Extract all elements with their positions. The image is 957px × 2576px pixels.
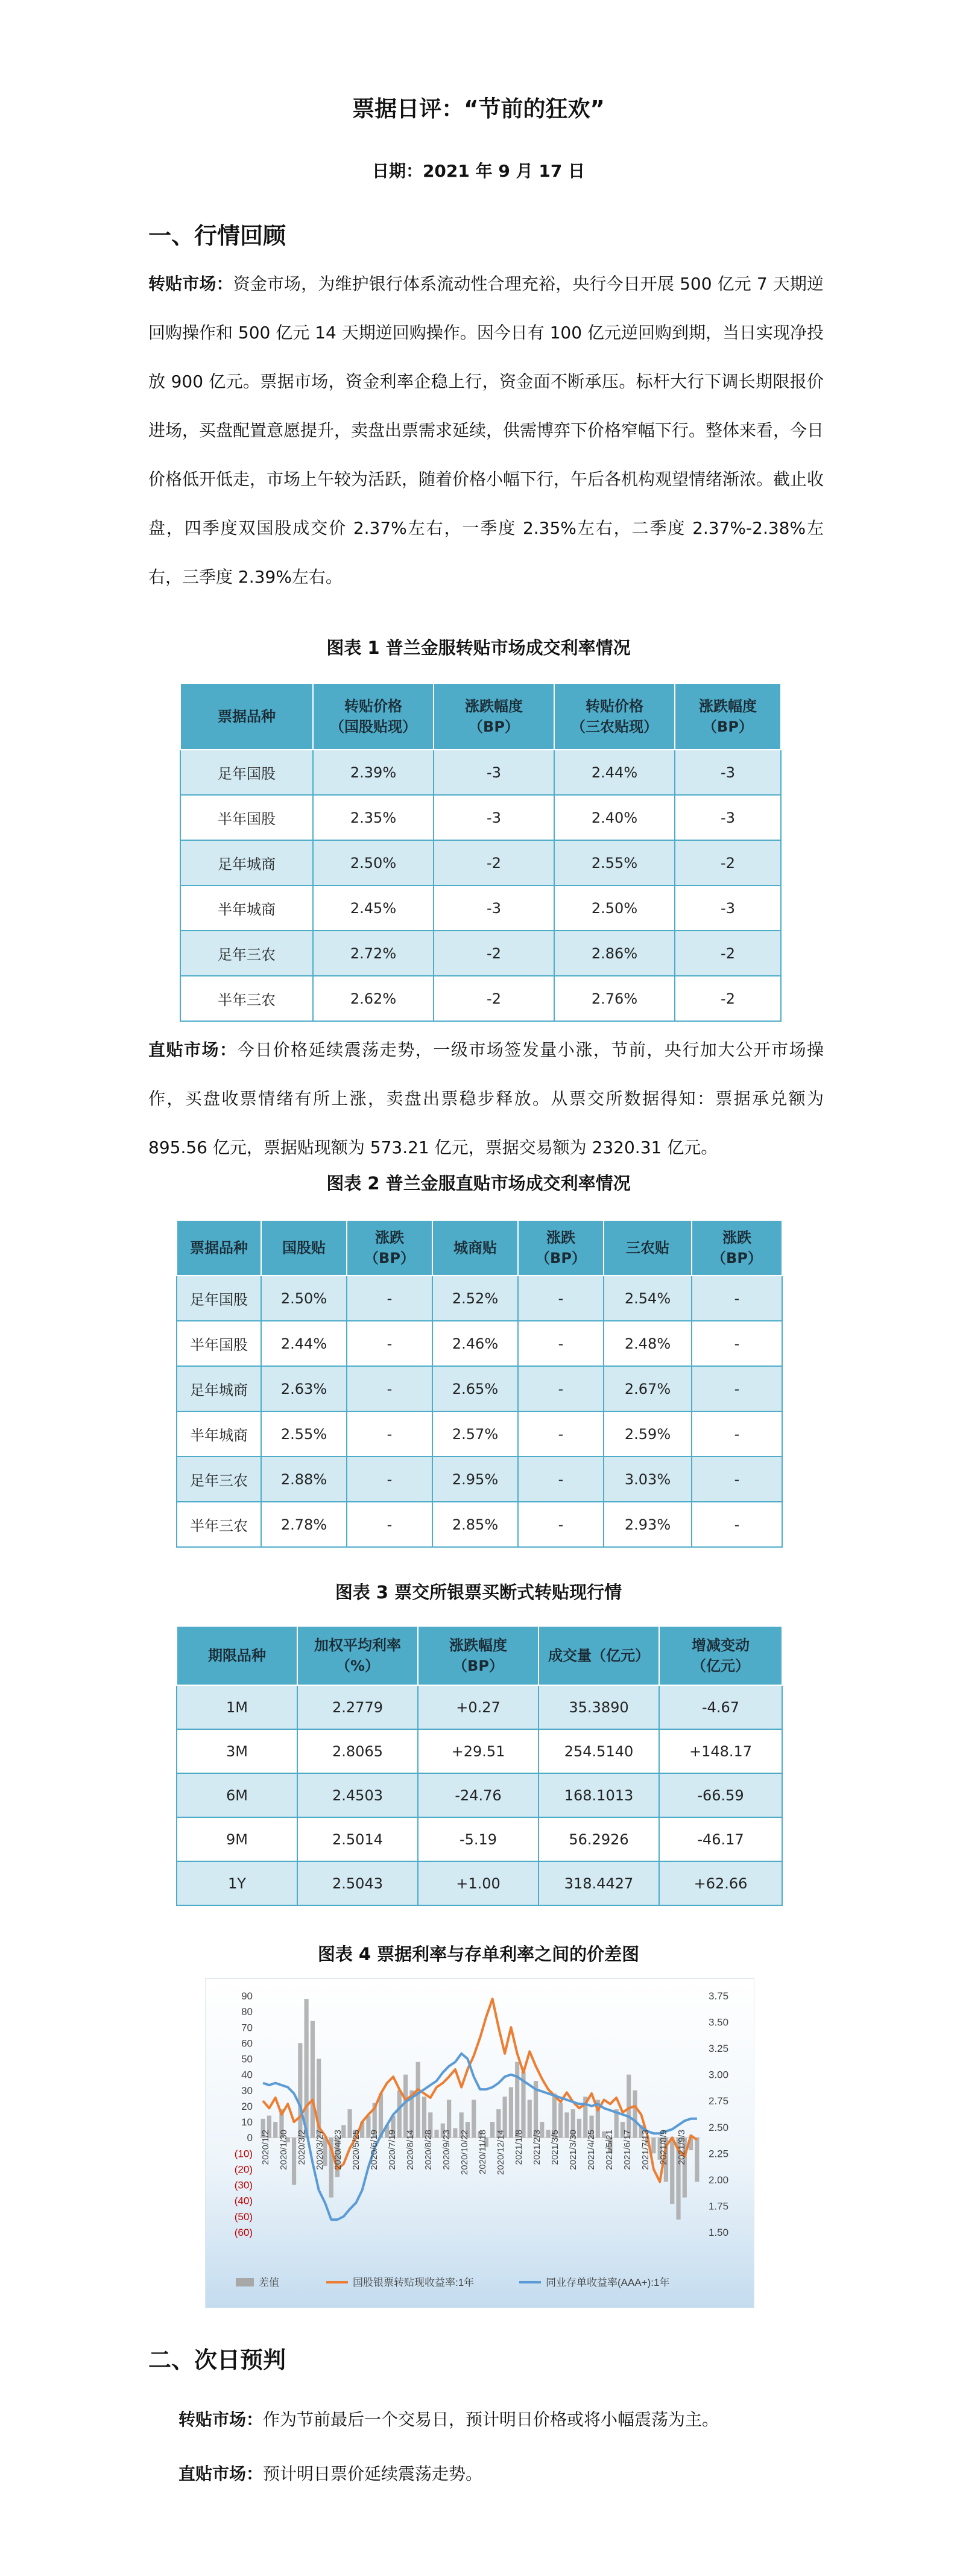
x-axis-tick-label: 2020/6/19 — [369, 2130, 379, 2170]
table1-discount-rates — [180, 683, 782, 1022]
spread-bar — [633, 2090, 637, 2138]
table-cell: 1M — [177, 1685, 297, 1729]
table-row — [177, 1729, 782, 1773]
table3-header-line: （亿元） — [692, 1657, 750, 1674]
spread-bar — [515, 2062, 519, 2138]
table-cell: 318.4427 — [539, 1861, 659, 1905]
x-axis-tick-label: 2020/8/28 — [423, 2130, 434, 2170]
table-row — [180, 795, 781, 840]
spread-bar — [298, 2043, 302, 2138]
table-cell: -3 — [675, 795, 781, 840]
x-axis-tick-label: 2021/8/9 — [659, 2130, 669, 2165]
table-cell: 254.5140 — [539, 1729, 659, 1773]
table-cell: 半年国股 — [180, 795, 313, 840]
legend-label-discount-rate: 国股银票转贴现收益率:1年 — [353, 2277, 475, 2288]
table2-header-2 — [347, 1220, 432, 1276]
table2-header-line: （BP） — [712, 1250, 762, 1267]
next-day-direct-paragraph — [178, 2461, 482, 2485]
table-cell: -46.17 — [659, 1817, 782, 1861]
table-row — [177, 1366, 782, 1411]
table-cell: 2.5043 — [297, 1861, 418, 1905]
table-cell: 2.50% — [554, 885, 675, 931]
table-cell: 2.44% — [554, 750, 675, 795]
table-cell: - — [692, 1502, 782, 1547]
table-cell: 2.48% — [604, 1321, 692, 1366]
left-axis-tick-label: 40 — [241, 2069, 253, 2081]
table-cell: 2.35% — [313, 795, 434, 840]
spread-bar — [453, 2128, 457, 2138]
right-axis-tick-label: 2.75 — [709, 2095, 729, 2107]
table-row — [177, 1773, 782, 1817]
table-cell: -3 — [675, 885, 781, 931]
x-axis-tick-label: 2021/9/3 — [677, 2130, 687, 2165]
document-date: 日期：2021 年 9 月 17 日 — [371, 161, 586, 181]
table-cell: 2.93% — [604, 1502, 692, 1547]
table-row — [177, 1685, 782, 1729]
table3-header-line: 涨跌幅度 — [449, 1637, 507, 1654]
table-cell: 2.62% — [313, 976, 434, 1021]
table-cell: -3 — [434, 795, 554, 840]
section-1-heading: 一、行情回顾 — [148, 223, 286, 249]
discount-market-label: 转贴市场： — [148, 274, 233, 294]
table1-header-1 — [313, 683, 434, 750]
table1-caption: 图表 1 普兰金服转贴市场成交利率情况 — [326, 638, 631, 658]
table-cell: 半年三农 — [177, 1502, 261, 1547]
table2-header-5 — [604, 1220, 692, 1276]
table-cell: 2.39% — [313, 750, 434, 795]
spread-bar — [472, 2100, 476, 2138]
x-axis-tick-label: 2020/12/14 — [496, 2130, 506, 2176]
left-axis-tick-label: (50) — [234, 2210, 253, 2223]
x-axis-tick-label: 2021/3/5 — [550, 2130, 560, 2165]
table2-header-line: 涨跌 — [722, 1229, 751, 1246]
table2-header-line: （BP） — [535, 1250, 586, 1267]
left-axis-tick-label: (10) — [234, 2148, 253, 2160]
table-cell: 2.88% — [261, 1457, 347, 1502]
table2-header-0 — [177, 1220, 261, 1276]
left-axis-tick-label: 30 — [241, 2084, 253, 2097]
table-cell: 半年三农 — [180, 976, 313, 1021]
table2-header-6 — [692, 1220, 782, 1276]
table-cell: -2 — [434, 976, 554, 1021]
table-cell: - — [347, 1366, 432, 1411]
table-row — [177, 1276, 782, 1321]
table-cell: - — [347, 1457, 432, 1502]
table-cell: 2.65% — [432, 1366, 518, 1411]
direct-market-paragraph — [148, 1025, 824, 1172]
table-cell: 2.59% — [604, 1411, 692, 1457]
table-cell: 2.4503 — [297, 1773, 418, 1817]
table1-header-line: （国股贴现） — [330, 718, 417, 735]
x-axis-tick-label: 2020/3/2 — [297, 2130, 307, 2165]
table-cell: 3.03% — [604, 1457, 692, 1502]
x-axis-tick-label: 2020/11/18 — [478, 2130, 488, 2174]
left-axis-tick-label: 60 — [241, 2037, 253, 2049]
table-row — [180, 976, 781, 1021]
left-axis-tick-label: 0 — [247, 2132, 253, 2144]
x-axis-tick-label: 2021/7/13 — [640, 2130, 651, 2170]
table3-header-line: （BP） — [453, 1657, 504, 1674]
table3-header-1 — [297, 1626, 418, 1685]
table-cell: -3 — [434, 885, 554, 931]
spread-bar — [670, 2138, 674, 2204]
table2-header-1 — [261, 1220, 347, 1276]
document-title: 票据日评：“节前的狂欢” — [352, 96, 605, 122]
right-axis-tick-label: 1.50 — [709, 2227, 729, 2238]
right-axis-tick-label: 3.25 — [709, 2043, 729, 2055]
legend-swatch-spread — [236, 2278, 254, 2286]
table-row — [180, 885, 781, 931]
x-axis-tick-label: 2020/3/27 — [315, 2130, 325, 2170]
table-row — [177, 1457, 782, 1502]
table-cell: 9M — [177, 1817, 297, 1861]
table-cell: 35.3890 — [539, 1685, 659, 1729]
table-cell: - — [518, 1411, 604, 1457]
table1-header-2 — [434, 683, 554, 750]
left-axis-tick-label: (40) — [234, 2195, 253, 2207]
table1-header-0 — [180, 683, 313, 750]
table-cell: 2.76% — [554, 976, 675, 1021]
table-cell: -66.59 — [659, 1773, 782, 1817]
next-day-discount-paragraph — [178, 2407, 719, 2431]
x-axis-tick-label: 2021/2/3 — [532, 2130, 542, 2165]
table-cell: - — [692, 1457, 782, 1502]
x-axis-tick-label: 2020/5/25 — [351, 2130, 361, 2170]
left-axis-tick-label: 20 — [241, 2100, 253, 2112]
right-axis-tick-label: 3.75 — [709, 1990, 729, 2002]
table-cell: +62.66 — [659, 1861, 782, 1905]
table-row — [177, 1321, 782, 1366]
table-cell: - — [692, 1366, 782, 1411]
table3-header-0 — [177, 1626, 297, 1685]
left-axis-tick-label: 90 — [241, 1990, 253, 2002]
x-axis-tick-label: 2020/7/19 — [387, 2130, 397, 2170]
spread-bar — [397, 2090, 402, 2138]
next-day-discount-label: 转贴市场： — [178, 2410, 264, 2429]
table3-header-4 — [659, 1626, 782, 1685]
table-cell: 足年三农 — [180, 931, 313, 976]
table-cell: - — [347, 1321, 432, 1366]
discount-market-paragraph — [148, 259, 824, 601]
spread-bar — [273, 2122, 277, 2138]
table-cell: -4.67 — [659, 1685, 782, 1729]
table-cell: 2.5014 — [297, 1817, 418, 1861]
spread-bar — [509, 2087, 513, 2138]
table-row — [180, 931, 781, 976]
spread-bar — [528, 2100, 532, 2138]
left-axis-tick-label: (30) — [234, 2179, 253, 2191]
table2-header-line: 城商贴 — [453, 1239, 497, 1256]
right-axis-tick-label: 1.75 — [709, 2200, 729, 2212]
table-cell: 足年城商 — [180, 840, 313, 885]
table-row — [177, 1817, 782, 1861]
table-cell: 2.8065 — [297, 1729, 418, 1773]
table2-header-4 — [518, 1220, 604, 1276]
table-row — [177, 1861, 782, 1905]
table-cell: 足年国股 — [177, 1276, 261, 1321]
table-cell: 3M — [177, 1729, 297, 1773]
spread-bar — [403, 2075, 408, 2138]
table-cell: - — [347, 1411, 432, 1457]
table-cell: - — [347, 1276, 432, 1321]
table2-header-line: （BP） — [364, 1250, 415, 1267]
table3-header-line: 增减变动 — [692, 1637, 750, 1654]
table-cell: 2.40% — [554, 795, 675, 840]
table2-header-line: 三农贴 — [626, 1239, 669, 1256]
table-cell: 168.1013 — [539, 1773, 659, 1817]
table-cell: 2.67% — [604, 1366, 692, 1411]
x-axis-tick-label: 2020/10/22 — [460, 2130, 470, 2176]
x-axis-tick-label: 2021/6/17 — [622, 2130, 633, 2170]
right-axis-tick-label: 3.50 — [709, 2016, 729, 2028]
table-cell: +148.17 — [659, 1729, 782, 1773]
table-cell: -2 — [434, 840, 554, 885]
table1-header-line: 涨跌幅度 — [699, 698, 757, 715]
right-axis-tick-label: 2.00 — [709, 2174, 729, 2186]
table3-header-3 — [539, 1626, 659, 1685]
table-cell: +0.27 — [418, 1685, 539, 1729]
table2-direct-rates — [176, 1220, 783, 1548]
left-axis-tick-label: (60) — [234, 2227, 253, 2238]
x-axis-tick-label: 2020/4/23 — [333, 2130, 343, 2170]
table-cell: 2.2779 — [297, 1685, 418, 1729]
table2-caption: 图表 2 普兰金服直贴市场成交利率情况 — [326, 1173, 631, 1194]
table-cell: 56.2926 — [539, 1817, 659, 1861]
table-cell: 2.45% — [313, 885, 434, 931]
spread-bar — [695, 2138, 699, 2182]
table-cell: - — [692, 1321, 782, 1366]
table-cell: 半年城商 — [180, 885, 313, 931]
right-axis-tick-label: 2.50 — [709, 2121, 729, 2133]
x-axis-tick-label: 2021/1/8 — [514, 2130, 524, 2165]
table-cell: 足年三农 — [177, 1457, 261, 1502]
table-cell: 2.54% — [604, 1276, 692, 1321]
left-axis-tick-label: 80 — [241, 2006, 253, 2018]
table-cell: -24.76 — [418, 1773, 539, 1817]
x-axis-tick-label: 2021/4/25 — [586, 2130, 596, 2170]
spread-chart — [205, 1978, 754, 2308]
table-row — [180, 750, 781, 795]
table-cell: +29.51 — [418, 1729, 539, 1773]
spread-bar — [490, 2122, 494, 2138]
right-axis-tick-label: 3.00 — [709, 2069, 729, 2081]
table-cell: 2.52% — [432, 1276, 518, 1321]
table2-header-line: 票据品种 — [190, 1239, 248, 1256]
table2-header-line: 涨跌 — [375, 1229, 404, 1246]
section-2-heading: 二、次日预判 — [148, 2347, 286, 2373]
next-day-direct-label: 直贴市场： — [178, 2464, 264, 2484]
table1-header-line: 转贴价格 — [586, 698, 643, 715]
table-cell: 足年国股 — [180, 750, 313, 795]
table-cell: 2.55% — [261, 1411, 347, 1457]
table-cell: -2 — [675, 976, 781, 1021]
direct-market-text: 今日价格延续震荡走势，一级市场签发量小涨，节前，央行加大公开市场操作，买盘收票情绪有所上涨，卖盘出票稳步释放。从票交所数据得知：票据承兑额为 895.56 亿元，票据贴现额为 573.21 亿元，票据交易额为 2320.31 亿元。 — [148, 1040, 824, 1157]
table-cell: - — [518, 1321, 604, 1366]
legend-label-cd-rate: 同业存单收益率(AAA+):1年 — [546, 2277, 670, 2288]
table-row — [177, 1411, 782, 1457]
x-axis-tick-label: 2020/9/23 — [441, 2130, 452, 2170]
table-cell: 2.46% — [432, 1321, 518, 1366]
spread-bar — [305, 1999, 309, 2138]
table1-header-line: （BP） — [469, 718, 519, 735]
table1-header-line: 票据品种 — [218, 708, 276, 725]
table1-header-line: （三农贴现） — [571, 718, 658, 735]
x-axis-tick-label: 2021/5/21 — [604, 2130, 614, 2170]
discount-market-text: 资金市场，为维护银行体系流动性合理充裕，央行今日开展 500 亿元 7 天期逆回购操作和 500 亿元 14 天期逆回购操作。因今日有 100 亿元逆回购到期，当日实现净投放 900 亿元。票据市场，资金利率企稳上行，资金面不断承压。标杆大行下调长期限报价进场，买盘配置意愿提升，卖盘出票需求延续，供需博弈下价格窄幅下行。整体来看，今日价格低开低走，市场上午较为活跃，随着价格小幅下行，午后各机构观望情绪渐浓。截止收盘，四季度双国股成交价 2.37%左右，一季度 2.35%左右，二季度 2.37%-2.38%左右，三季度 2.39%左右。 — [148, 274, 824, 587]
table-cell: - — [692, 1411, 782, 1457]
right-axis-tick-label: 2.25 — [709, 2148, 729, 2160]
table-cell: -2 — [675, 840, 781, 885]
table3-exchange-quotes — [176, 1625, 783, 1906]
next-day-discount-text: 作为节前最后一个交易日，预计明日价格或将小幅震荡为主。 — [263, 2410, 719, 2429]
table-cell: -3 — [675, 750, 781, 795]
legend-label-spread: 差值 — [259, 2277, 279, 2288]
x-axis-tick-label: 2020/1/30 — [279, 2130, 289, 2170]
x-axis-tick-label: 2021/3/30 — [568, 2130, 578, 2170]
table-cell: - — [518, 1457, 604, 1502]
table-cell: 2.50% — [313, 840, 434, 885]
spread-bar — [651, 2138, 655, 2153]
table2-header-line: 涨跌 — [546, 1229, 575, 1246]
table1-header-3 — [554, 683, 675, 750]
table-cell: - — [692, 1276, 782, 1321]
next-day-direct-text: 预计明日票价延续震荡走势。 — [263, 2464, 483, 2484]
table3-header-line: （%） — [335, 1657, 380, 1674]
spread-bar — [627, 2075, 631, 2138]
table-cell: -2 — [434, 931, 554, 976]
table3-caption: 图表 3 票交所银票买断式转贴现行情 — [335, 1582, 622, 1603]
table-cell: +1.00 — [418, 1861, 539, 1905]
table-cell: 2.50% — [261, 1276, 347, 1321]
table-cell: - — [518, 1366, 604, 1411]
table-cell: 2.86% — [554, 931, 675, 976]
table-row — [177, 1502, 782, 1547]
table-cell: -2 — [675, 931, 781, 976]
table3-header-line: 期限品种 — [208, 1647, 266, 1664]
table-cell: - — [518, 1502, 604, 1547]
spread-bar — [416, 2062, 420, 2138]
table1-header-line: 转贴价格 — [344, 698, 402, 715]
spread-bar — [434, 2130, 438, 2138]
table-cell: 足年城商 — [177, 1366, 261, 1411]
table-cell: 半年城商 — [177, 1411, 261, 1457]
spread-bar — [292, 2138, 296, 2185]
table-cell: 2.95% — [432, 1457, 518, 1502]
spread-chart-svg — [206, 1979, 754, 2308]
direct-market-label: 直贴市场： — [148, 1040, 238, 1060]
table3-header-line: 加权平均利率 — [314, 1637, 401, 1654]
table1-header-line: 涨跌幅度 — [465, 698, 523, 715]
table3-header-2 — [418, 1626, 539, 1685]
spread-bar — [311, 2021, 315, 2138]
left-axis-tick-label: (20) — [234, 2163, 253, 2176]
table-cell: 2.78% — [261, 1502, 347, 1547]
table-cell: 2.85% — [432, 1502, 518, 1547]
table3-header-line: 成交量（亿元） — [548, 1647, 649, 1664]
table-cell: -3 — [434, 750, 554, 795]
table-cell: 1Y — [177, 1861, 297, 1905]
table-cell: 2.63% — [261, 1366, 347, 1411]
table-cell: 2.44% — [261, 1321, 347, 1366]
table-cell: 2.55% — [554, 840, 675, 885]
left-axis-tick-label: 10 — [241, 2116, 253, 2128]
table-cell: - — [518, 1276, 604, 1321]
x-axis-tick-label: 2020/8/14 — [405, 2130, 415, 2170]
table2-header-line: 国股贴 — [282, 1239, 326, 1256]
table-cell: 半年国股 — [177, 1321, 261, 1366]
table-row — [180, 840, 781, 885]
left-axis-tick-label: 50 — [241, 2053, 253, 2065]
table1-header-4 — [675, 683, 781, 750]
table-cell: -5.19 — [418, 1817, 539, 1861]
chart-caption: 图表 4 票据利率与存单利率之间的价差图 — [317, 1944, 640, 1964]
table-cell: - — [347, 1502, 432, 1547]
x-axis-tick-label: 2020/1/2 — [261, 2130, 271, 2165]
left-axis-tick-label: 70 — [241, 2022, 253, 2034]
table-cell: 2.57% — [432, 1411, 518, 1457]
table-cell: 2.72% — [313, 931, 434, 976]
table1-header-line: （BP） — [703, 718, 753, 735]
table-cell: 6M — [177, 1773, 297, 1817]
table2-header-3 — [432, 1220, 518, 1276]
